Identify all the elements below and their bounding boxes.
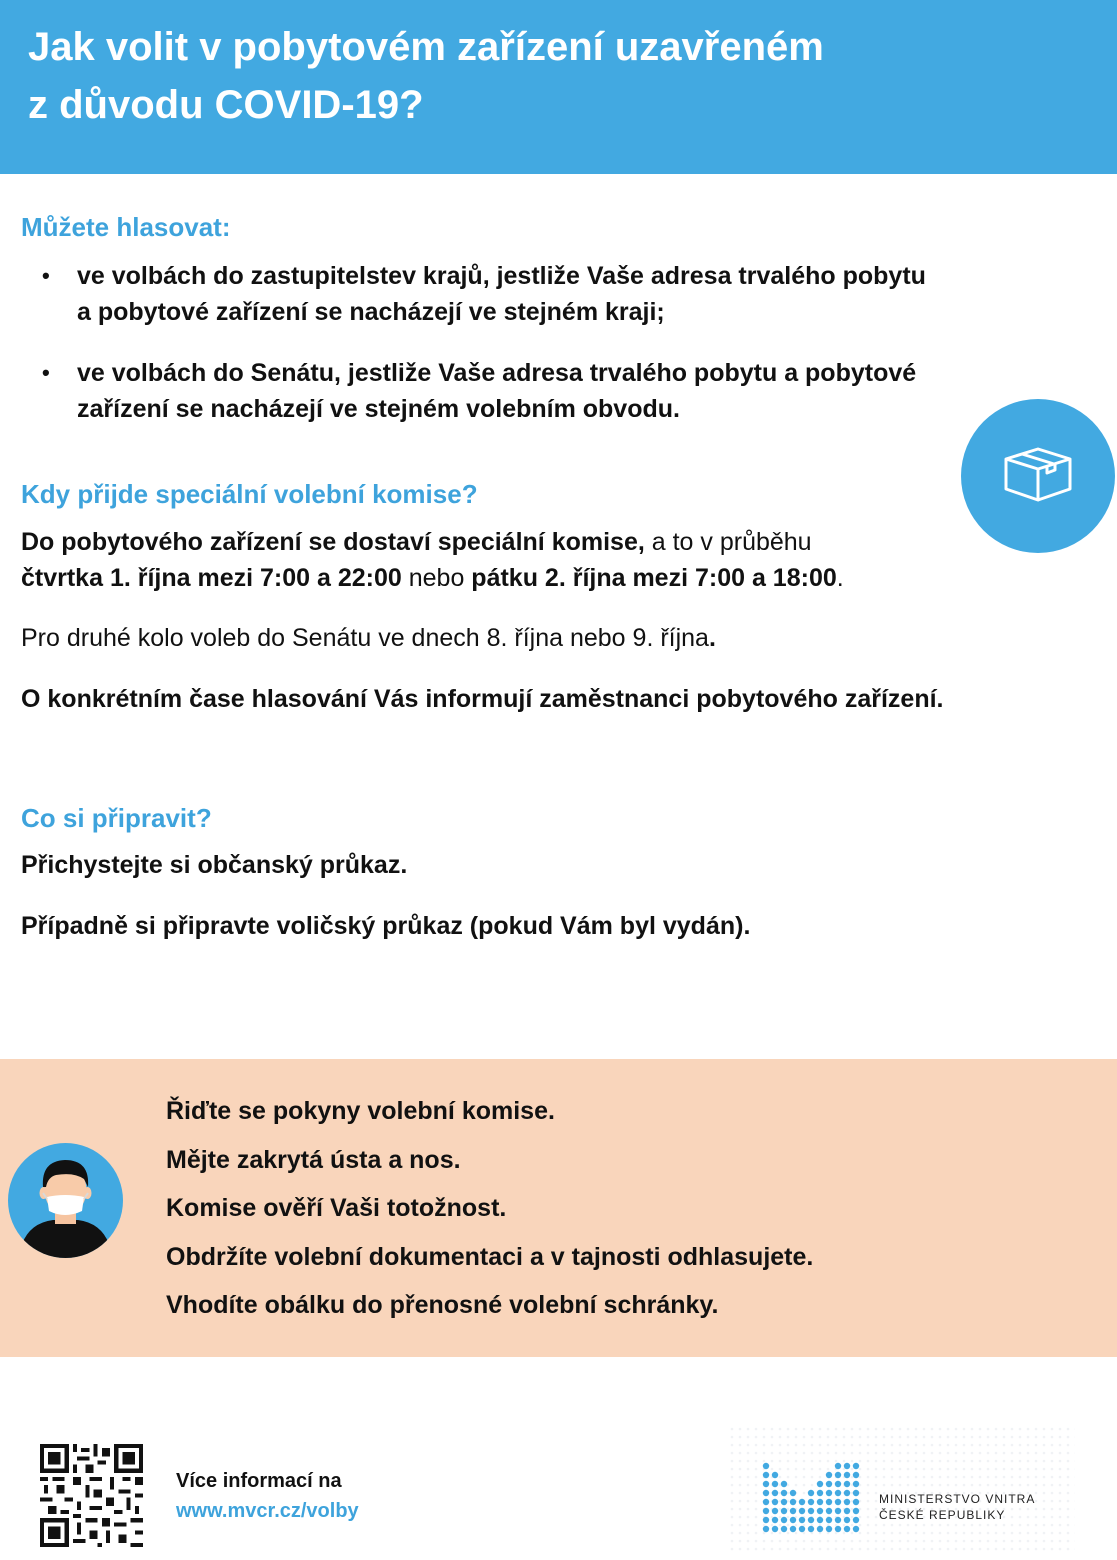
more-info: [176, 1466, 359, 1526]
prepare-paragraph-2: Případně si připravte voličský průkaz (pokud Vám byl vydán).: [21, 912, 751, 940]
when-bold-1: Do pobytového zařízení se dostaví speciální komise,: [21, 528, 645, 556]
section-heading-when: Kdy přijde speciální volební komise?: [21, 479, 478, 509]
page-title: [28, 18, 824, 134]
list-item: Vhodíte obálku do přenosné volební schránky.: [166, 1291, 719, 1319]
masked-person-icon: [8, 1143, 123, 1258]
more-info-link[interactable]: www.mvcr.cz/volby: [176, 1500, 359, 1522]
when-normal-3: .: [836, 564, 844, 592]
list-item: Řiďte se pokyny volební komise.: [166, 1097, 555, 1125]
list-item: Mějte zakrytá ústa a nos.: [166, 1145, 461, 1174]
when-bold-3: pátku 2. října mezi 7:00 a 18:00: [471, 564, 837, 592]
page-title-line2: z důvodu COVID-19?: [28, 83, 424, 127]
section-heading-vote: Můžete hlasovat:: [21, 212, 231, 242]
prepare-paragraph-1: Přichystejte si občanský průkaz.: [21, 851, 408, 879]
bullet-line: ve volbách do zastupitelstev krajů, jestliže Vaše adresa trvalého pobytu: [77, 262, 926, 290]
bullet-dot: •: [42, 263, 50, 288]
section-heading-prepare: Co si připravit?: [21, 803, 212, 833]
list-item: Obdržíte volební dokumentaci a v tajnosti odhlasujete.: [166, 1242, 814, 1271]
when-p2-text: Pro druhé kolo voleb do Senátu ve dnech 8. října nebo 9. října: [21, 624, 709, 652]
qr-code-icon[interactable]: [40, 1444, 143, 1547]
instructions-list: [166, 1092, 813, 1335]
bullet-line: a pobytové zařízení se nacházejí ve stejném kraji;: [77, 298, 665, 326]
list-item: Komise ověří Vaši totožnost.: [166, 1194, 507, 1222]
bullet-dot: •: [42, 360, 50, 385]
when-paragraph-2: [21, 620, 716, 656]
list-item: [0, 258, 1060, 330]
logo-line1: MINISTERSTVO VNITRA: [879, 1492, 1036, 1506]
ministry-logo-text: [879, 1491, 1035, 1523]
logo-line2: ČESKÉ REPUBLIKY: [879, 1508, 1006, 1522]
when-normal-2: nebo: [401, 564, 472, 592]
header-banner: [0, 0, 1117, 174]
vote-bullet-list: [0, 258, 1060, 452]
when-p2-end: .: [708, 624, 716, 652]
ministry-logo-icon: [762, 1462, 862, 1538]
more-info-label: Více informací na: [176, 1470, 342, 1492]
list-item: [0, 355, 1060, 427]
bullet-line: zařízení se nacházejí ve stejném volebním obvodu.: [77, 395, 680, 423]
bullet-line: ve volbách do Senátu, jestliže Vaše adresa trvalého pobytu a pobytové: [77, 359, 917, 387]
ballot-box-icon: [961, 399, 1115, 553]
when-bold-2: čtvrtka 1. října mezi 7:00 a 22:00: [21, 564, 402, 592]
when-paragraph-3: O konkrétním čase hlasování Vás informují zaměstnanci pobytového zařízení.: [21, 685, 944, 713]
when-normal-1: a to v průběhu: [644, 528, 812, 556]
page-title-line1: Jak volit v pobytovém zařízení uzavřeném: [28, 25, 824, 69]
when-paragraph-1: [21, 524, 844, 596]
